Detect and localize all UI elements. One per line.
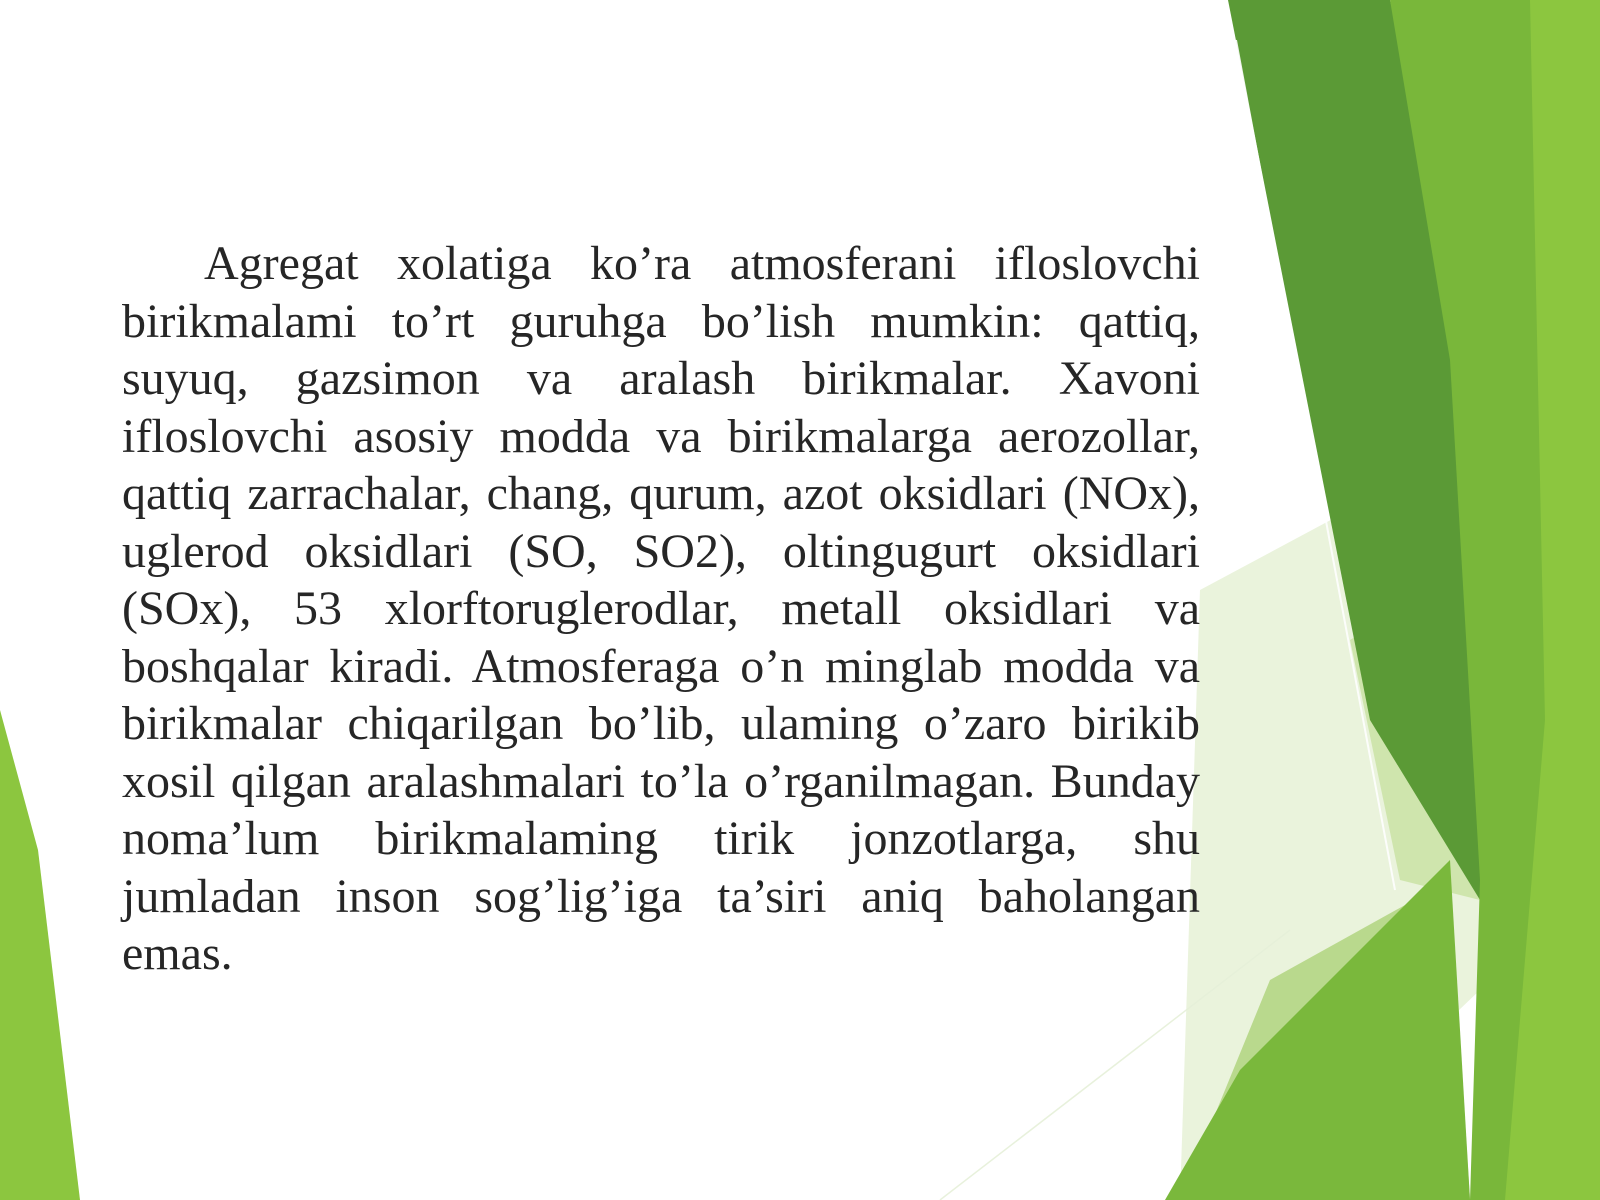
left-green-shape <box>0 710 80 1200</box>
slide-body-text: Agregat xolatiga ko’ra atmosferani ifloslovchi birikmalami to’rt guruhga bo’lish mumkin: qattiq, suyuq, gazsimon va aralash birikmalar. Xavoni ifloslovchi asosiy modda va birikmalarga aerozollar, qattiq zarrachalar, chang, qurum, azot oksidlari (NOx), uglerod oksidlari (SO, SO2), oltingugurt oksidlari (SOx), 53 xlorftoruglerodlar, metall oksidlari va boshqalar kiradi. Atmosferaga o’n minglab modda va birikmalar chiqarilgan bo’lib, ulaming o’zaro birikib xosil qilgan aralashmalari to’la o’rganilmagan. Bunday noma’lum birikmalaming tirik jonzotlarga, shu jumladan inson sog’lig’iga ta’siri aniq baholangan emas. <box>122 237 1200 980</box>
